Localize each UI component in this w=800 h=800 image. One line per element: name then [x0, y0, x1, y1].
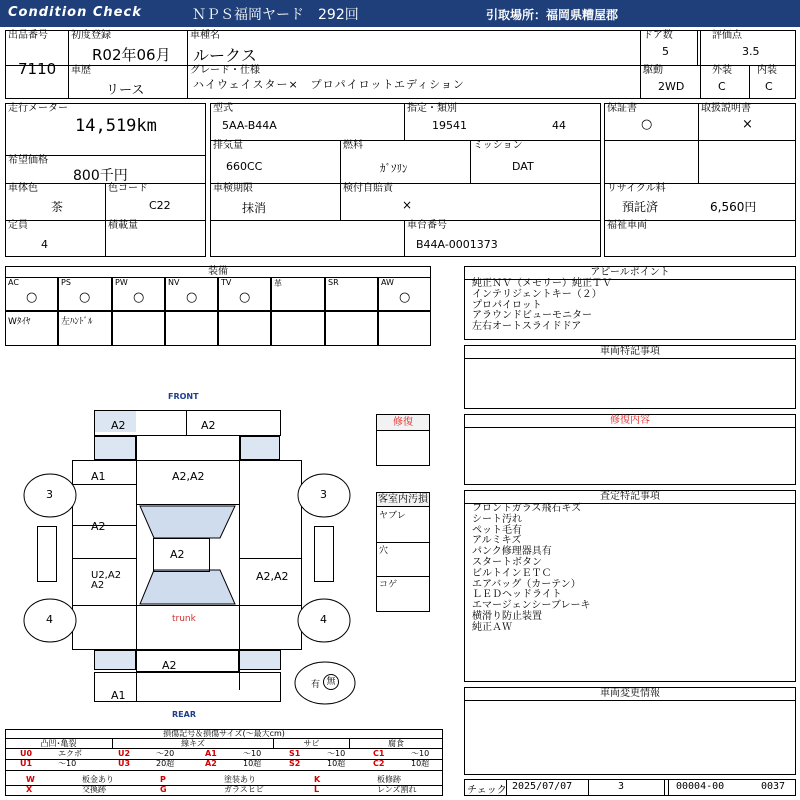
- list-item: エマージェンシーブレーキ: [472, 600, 591, 612]
- category-type: 44: [552, 119, 566, 132]
- legend-mark-text: レンズ割れ: [377, 785, 417, 794]
- tire-rear-right-value: 4: [320, 613, 327, 626]
- tire-front-right-value: 3: [320, 488, 327, 501]
- insurance: ×: [402, 198, 413, 212]
- equipment-cell: [58, 311, 112, 346]
- transmission-cell: [470, 140, 601, 183]
- legend-mark-code: X: [26, 785, 33, 794]
- score-cell: [700, 30, 796, 65]
- equipment-mark: ○: [186, 290, 198, 305]
- list-item: アルミキズ: [472, 535, 522, 547]
- recycle-status: 預託済: [622, 200, 659, 214]
- body-color-label: 車体色: [8, 183, 38, 194]
- first-registration-cell: [68, 30, 187, 65]
- load-label: 積載量: [108, 220, 138, 231]
- front-label: FRONT: [168, 392, 199, 401]
- equipment-label: Wﾀｲﾔ: [8, 317, 31, 327]
- auction-name: ＮＰＳ福岡ヤード: [192, 7, 304, 23]
- legend-size: ～20: [156, 749, 175, 758]
- equipment-mark: ○: [399, 290, 411, 305]
- price-label: 希望価格: [8, 155, 48, 166]
- inspector-notes-title: 査定特記事項: [465, 491, 795, 504]
- first-registration: R02年06月: [92, 46, 171, 64]
- displacement: 660CC: [226, 160, 263, 173]
- lot-number-cell: [5, 30, 68, 99]
- color-code: C22: [149, 199, 171, 212]
- interior-grade: C: [765, 80, 773, 93]
- legend-size: ～10: [411, 749, 430, 758]
- legend-mark-code: L: [314, 785, 320, 794]
- equipment-cell: [378, 277, 431, 311]
- trunk-label: trunk: [172, 614, 196, 624]
- recycle-cell: [604, 183, 796, 220]
- inspector-notes-list: [472, 504, 590, 634]
- header-title: Condition Check: [8, 5, 142, 20]
- legend-category: サビ: [274, 739, 350, 749]
- list-item: インテリジェントキー（２）: [472, 288, 602, 300]
- model-code-cell: [210, 103, 404, 140]
- inspection-label: 車検期限: [213, 183, 253, 194]
- fuel: ｶﾞｿﾘﾝ: [380, 162, 408, 175]
- equipment-cell: [271, 277, 325, 311]
- equipment-mark: ○: [239, 290, 251, 305]
- chassis-cell: [404, 220, 601, 257]
- legend-size: ～10: [243, 749, 262, 758]
- front-center-damage: A2,A2: [172, 470, 205, 483]
- load-cell: [105, 220, 206, 257]
- list-item: ＬＥＤヘッドライト: [472, 589, 562, 601]
- color-code-cell: [105, 183, 206, 220]
- lot-number: 7110: [18, 60, 57, 78]
- score-label: 評価点: [712, 30, 742, 41]
- list-item: 純正ＡＷ: [472, 621, 512, 633]
- list-item: エアバッグ（カーテン）: [472, 578, 581, 590]
- repair-content-panel: [464, 414, 796, 485]
- score: 3.5: [742, 45, 760, 58]
- right-mirror: [314, 526, 334, 582]
- legend-category: 凸凹･亀裂: [5, 739, 113, 749]
- body-color: 茶: [51, 200, 64, 214]
- doors: 5: [662, 45, 669, 58]
- check-date: 2025/07/07: [512, 781, 573, 792]
- welfare-cell: [604, 220, 796, 257]
- legend-size: 10超: [327, 759, 346, 768]
- equipment-mark: ○: [133, 290, 145, 305]
- equipment-mark: ○: [79, 290, 91, 305]
- legend-size: エクボ: [58, 749, 82, 758]
- list-item: プロパイロット: [472, 299, 542, 311]
- recycle-amount: 6,560円: [710, 200, 757, 214]
- equipment-cell: [165, 277, 218, 311]
- legend-code: S1: [289, 749, 301, 758]
- warranty-cell: [604, 103, 698, 140]
- interior-damage-box: [376, 492, 430, 612]
- legend-mark-code: G: [160, 785, 167, 794]
- pickup-location: 引取場所：福岡県糟屋郡: [486, 8, 619, 22]
- interior-label: 内装: [757, 65, 777, 76]
- equipment-label: PS: [61, 278, 71, 287]
- model-name-cell: [187, 30, 640, 65]
- history: リース: [106, 83, 145, 98]
- mileage-label: 走行メーター: [8, 103, 68, 114]
- front-left-damage: A1: [91, 470, 106, 483]
- equipment-cell: [218, 277, 271, 311]
- legend-category: 線キズ: [113, 739, 274, 749]
- legend-code: U2: [118, 749, 131, 758]
- list-item: ビルトインＥＴＣ: [472, 567, 552, 579]
- chassis-label: 車台番号: [407, 220, 447, 231]
- displacement-label: 排気量: [213, 140, 243, 151]
- displacement-cell: [210, 140, 340, 183]
- equipment-label: 左ﾊﾝﾄﾞﾙ: [61, 317, 93, 327]
- legend-mark-text: 板金あり: [82, 775, 114, 784]
- panel-rear-center: [136, 650, 239, 672]
- list-item: 左右オートスライドドア: [472, 321, 582, 333]
- capacity: 4: [41, 238, 48, 251]
- list-item: 純正ＮＶ（メモリー）純正ＴＶ: [472, 278, 612, 289]
- appeal-points-title: アピールポイント: [465, 267, 795, 280]
- equipment-cell: [165, 311, 218, 346]
- category-number: 19541: [432, 119, 467, 132]
- footer-code-2: 0037: [761, 781, 786, 792]
- legend-code: C2: [373, 759, 385, 768]
- exterior-cell: [700, 65, 749, 99]
- interior-hole-label: 穴: [379, 546, 389, 556]
- legend-code: A2: [205, 759, 217, 768]
- equipment-cell: [58, 277, 112, 311]
- equipment-label: PW: [115, 278, 128, 287]
- list-item: ペット毛有: [472, 524, 522, 536]
- appeal-points-panel: [464, 266, 796, 340]
- equipment-label: AW: [381, 278, 394, 287]
- model-name-label: 車種名: [190, 30, 220, 41]
- roof-damage: A2: [170, 548, 185, 561]
- left-front-door-damage: A2: [91, 520, 106, 533]
- model-code: 5AA-B44A: [222, 119, 277, 132]
- legend-size: ～10: [327, 749, 346, 758]
- legend-mark-code: K: [314, 775, 321, 784]
- equipment-cell: [325, 311, 378, 346]
- drive: 2WD: [658, 80, 685, 93]
- check-label: チェック: [467, 785, 507, 796]
- legend-mark-text: 板修跡: [377, 775, 401, 784]
- warranty: ○: [641, 117, 653, 132]
- equipment-cell: [378, 311, 431, 346]
- footer-code-1: 00004-00: [676, 781, 725, 792]
- left-mirror: [37, 526, 57, 582]
- left-rear-door-damage-2: A2: [91, 580, 105, 591]
- list-item: パンク修理器具有: [472, 546, 552, 558]
- model-name: ルークス: [193, 46, 257, 65]
- transmission: DAT: [512, 160, 534, 173]
- rear-center-damage: A2: [162, 659, 177, 672]
- list-item: フロントガラス飛石キズ: [472, 503, 582, 514]
- appeal-points-list: [472, 279, 612, 333]
- tire-front-left-value: 3: [46, 488, 53, 501]
- legend-code: U3: [118, 759, 131, 768]
- repair-box: [376, 414, 430, 466]
- body-color-cell: [5, 183, 105, 220]
- legend-mark-code: P: [160, 775, 166, 784]
- price-cell: [5, 155, 206, 183]
- session-number: 292回: [318, 7, 359, 23]
- legend-size: ～10: [58, 759, 77, 768]
- legend-mark-code: W: [26, 775, 35, 784]
- change-info-title: 車両変更情報: [465, 688, 795, 701]
- legend-size: 10超: [411, 759, 430, 768]
- exterior-grade: C: [718, 80, 726, 93]
- list-item: 横滑り防止装置: [472, 610, 542, 622]
- history-label: 車歴: [71, 65, 91, 76]
- category-label: 指定・類別: [407, 103, 457, 114]
- manual-label: 取扱説明書: [701, 103, 751, 114]
- tire-rear-left-value: 4: [46, 613, 53, 626]
- inspection-cell: [210, 183, 340, 220]
- insurance-label: 検付自賠責: [343, 183, 393, 194]
- equipment-cell: [5, 277, 58, 311]
- car-diagram: [0, 380, 372, 725]
- fuel-cell: [340, 140, 470, 183]
- drive-label: 駆動: [643, 65, 663, 76]
- legend-code: U1: [20, 759, 33, 768]
- equipment-cell: [5, 311, 58, 346]
- doors-cell: [640, 30, 697, 65]
- grade-label: グレード・仕様: [190, 65, 260, 76]
- legend-size: 20超: [156, 759, 175, 768]
- legend-size: 10超: [243, 759, 262, 768]
- rear-bumper-damage: A1: [111, 689, 126, 702]
- chassis-number: B44A-0001373: [416, 238, 498, 251]
- legend-code: S2: [289, 759, 301, 768]
- legend-mark-text: 塗装あり: [224, 775, 256, 784]
- equipment-label: TV: [221, 278, 232, 287]
- drive-cell: [640, 65, 700, 99]
- lot-number-label: 出品番号: [8, 30, 48, 41]
- equipment-cell: [112, 277, 165, 311]
- repair-box-title: 修復: [377, 415, 429, 431]
- equipment-label: SR: [328, 278, 339, 287]
- history-cell: [68, 65, 187, 99]
- legend-mark-text: 交換跡: [82, 785, 106, 794]
- hood-left-damage: A2: [111, 419, 126, 432]
- equipment-cell: [325, 277, 378, 311]
- interior-cell: [749, 65, 796, 99]
- inspector-notes-panel: [464, 490, 796, 682]
- capacity-cell: [5, 220, 105, 257]
- equipment-cell: [112, 311, 165, 346]
- legend-code: C1: [373, 749, 385, 758]
- exterior-label: 外装: [712, 65, 732, 76]
- list-item: スタートボタン: [472, 556, 542, 568]
- equipment-label: AC: [8, 278, 19, 287]
- check-count: 3: [618, 781, 625, 792]
- interior-burn-label: コゲ: [379, 580, 398, 590]
- manual-cell: [698, 103, 796, 140]
- doors-label: ドア数: [643, 30, 673, 41]
- equipment-title: 装備: [6, 267, 430, 278]
- legend-category: 腐食: [350, 739, 443, 749]
- list-item: シート汚れ: [472, 513, 522, 525]
- legend-mark-text: ガラスヒビ: [224, 785, 264, 794]
- left-rear-door-damage: U2,A2: [91, 570, 122, 581]
- rear-label: REAR: [172, 710, 196, 719]
- grade: ハイウェイスター× プロパイロットエディション: [193, 78, 465, 91]
- warranty-label: 保証書: [607, 103, 637, 114]
- recycle-label: リサイクル料: [607, 183, 666, 194]
- equipment-mark: ○: [26, 290, 38, 305]
- insurance-cell: [340, 183, 601, 220]
- mileage: 14,519km: [75, 116, 157, 136]
- vehicle-notes-panel: [464, 345, 796, 409]
- equipment-label: 革: [274, 279, 282, 288]
- repair-content-title: 修復内容: [465, 415, 795, 428]
- capacity-label: 定員: [8, 220, 28, 231]
- equipment-cell: [271, 311, 325, 346]
- spare-tire-mark: 無: [323, 674, 339, 690]
- first-registration-label: 初度登録: [71, 30, 111, 41]
- equipment-cell: [218, 311, 271, 346]
- list-item: アラウンドビューモニター: [472, 310, 592, 322]
- equipment-label: NV: [168, 278, 180, 287]
- legend-title: 損傷記号＆損傷サイズ(～最大cm): [5, 729, 443, 739]
- vehicle-notes-title: 車両特記事項: [465, 346, 795, 359]
- legend-code: U0: [20, 749, 33, 758]
- welfare-label: 福祉車両: [607, 220, 647, 231]
- legend-code: A1: [205, 749, 217, 758]
- category-cell: [404, 103, 601, 140]
- fuel-label: 燃料: [343, 140, 363, 151]
- color-code-label: 色コード: [108, 183, 148, 194]
- inspection: 抹消: [242, 201, 267, 215]
- model-code-label: 型式: [213, 103, 233, 114]
- transmission-label: ミッション: [473, 140, 523, 151]
- grade-cell: [187, 65, 640, 99]
- change-info-panel: [464, 687, 796, 775]
- right-rear-damage: A2,A2: [256, 570, 289, 583]
- header-bar: [0, 0, 800, 27]
- interior-tear-label: ヤブレ: [379, 511, 406, 521]
- interior-damage-title: 客室内汚損: [378, 494, 428, 505]
- spare-tire-label: 有: [311, 680, 321, 690]
- hood-right-damage: A2: [201, 419, 216, 432]
- price: 800千円: [73, 168, 128, 184]
- panel-hood-left: [94, 410, 187, 436]
- mileage-cell: [5, 103, 206, 155]
- manual: ×: [742, 117, 753, 132]
